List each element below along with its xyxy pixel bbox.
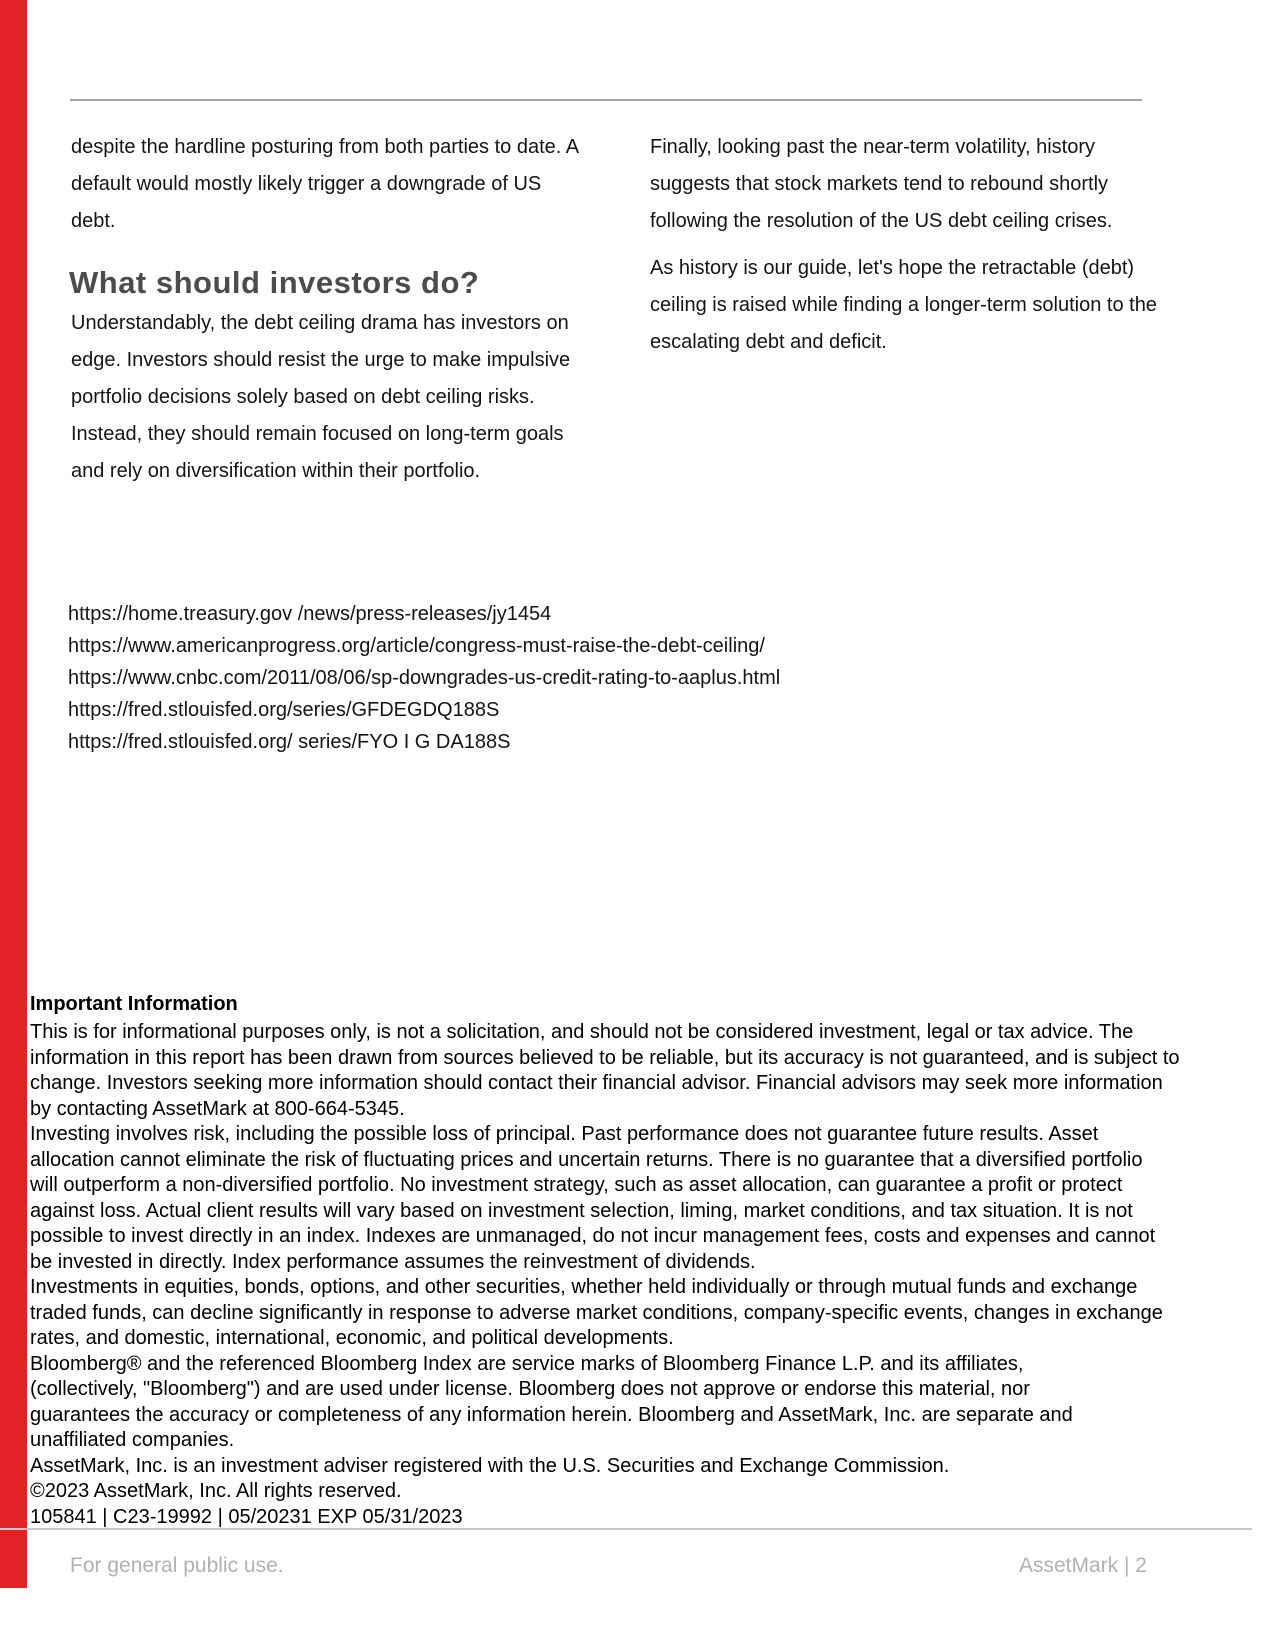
text-line: suggests that stock markets tend to rebound shortly — [650, 173, 1109, 195]
top-divider-rule — [70, 99, 1142, 101]
left-column-paragraph-1 — [71, 129, 616, 240]
text-line: Investments in equities, bonds, options, and other securities, whether held individually or through mutual funds and exchange — [30, 1276, 1138, 1298]
text-line: information in this report has been drawn from sources believed to be reliable, but its accuracy is not guaranteed, and is subject to — [30, 1046, 1180, 1069]
text-line: Understandably, the debt ceiling drama has investors on — [71, 312, 569, 334]
text-line: AssetMark, Inc. is an investment adviser registered with the U.S. Securities and Exchange Commission. — [30, 1454, 950, 1477]
text-line: traded funds, can decline significantly in response to adverse market conditions, company-specific events, changes in exchange — [30, 1301, 1163, 1324]
text-line: guarantees the accuracy or completeness of any information herein. Bloomberg and AssetMark, Inc. are separate and — [30, 1403, 1073, 1426]
text-line: Bloomberg® and the referenced Bloomberg Index are service marks of Bloomberg Finance L.P. and its affiliates, — [30, 1352, 1024, 1375]
text-line: unaffiliated companies. — [30, 1429, 235, 1451]
text-line: This is for informational purposes only, is not a solicitation, and should not be considered investment, legal or tax advice. The — [30, 1021, 1134, 1043]
text-line: ©2023 AssetMark, Inc. All rights reserved. — [30, 1480, 402, 1502]
text-line: portfolio decisions solely based on debt ceiling risks. — [71, 386, 535, 408]
text-line: escalating debt and deficit. — [650, 331, 887, 353]
text-line: Investing involves risk, including the possible loss of principal. Past performance does not guarantee future results. Asset — [30, 1123, 1099, 1145]
text-line: be invested in directly. Index performance assumes the reinvestment of dividends. — [30, 1250, 756, 1273]
left-column-paragraph-2 — [71, 305, 616, 490]
source-url-list — [68, 598, 888, 758]
source-link[interactable]: https://home.treasury.gov /news/press-releases/jy1454 — [68, 603, 552, 625]
text-line: Instead, they should remain focused on long-term goals — [71, 423, 564, 445]
footer-usage-note: For general public use. — [70, 1554, 284, 1577]
footer-divider-rule — [0, 1528, 1252, 1530]
section-heading: What should investors do? — [69, 265, 480, 300]
page-edge-accent-bar — [0, 0, 27, 1588]
text-line: despite the hardline posturing from both parties to date. A — [71, 136, 580, 158]
text-line: Finally, looking past the near-term volatility, history — [650, 136, 1095, 158]
text-line: by contacting AssetMark at 800-664-5345. — [30, 1097, 405, 1120]
text-line: debt. — [71, 210, 116, 232]
text-line: allocation cannot eliminate the risk of fluctuating prices and uncertain returns. There is no guarantee that a diversified portfolio — [30, 1148, 1143, 1171]
text-line: against loss. Actual client results will vary based on investment selection, liming, market conditions, and tax situation. It is not — [30, 1199, 1133, 1222]
right-column-paragraph-2 — [650, 250, 1170, 361]
text-line: rates, and domestic, international, economic, and political developments. — [30, 1327, 674, 1349]
text-line: edge. Investors should resist the urge to make impulsive — [71, 349, 571, 371]
source-link[interactable]: https://fred.stlouisfed.org/series/GFDEGDQ188S — [68, 699, 500, 721]
text-line: ceiling is raised while finding a longer-term solution to the — [650, 294, 1157, 316]
text-line: As history is our guide, let's hope the retractable (debt) — [650, 257, 1135, 279]
text-line: will outperform a non-diversified portfolio. No investment strategy, such as asset allocation, can guarantee a profit or protect — [30, 1174, 1123, 1196]
text-line: default would mostly likely trigger a downgrade of US — [71, 173, 542, 195]
source-link[interactable]: https://www.cnbc.com/2011/08/06/sp-downgrades-us-credit-rating-to-aaplus.html — [68, 667, 781, 689]
footer-brand-page-number: AssetMark | 2 — [1019, 1554, 1147, 1577]
source-link[interactable]: https://fred.stlouisfed.org/ series/FYO I G DA188S — [68, 731, 511, 753]
text-line: 105841 | C23-19992 | 05/20231 EXP 05/31/2023 — [30, 1505, 463, 1528]
important-information-heading: Important Information — [30, 993, 238, 1015]
right-column-paragraph-1 — [650, 129, 1170, 240]
text-line: (collectively, "Bloomberg") and are used under license. Bloomberg does not approve or endorse this material, nor — [30, 1378, 1030, 1400]
disclaimer-text — [30, 1020, 1260, 1530]
text-line: and rely on diversification within their portfolio. — [71, 460, 481, 482]
text-line: possible to invest directly in an index. Indexes are unmanaged, do not incur management fees, costs and expenses and cannot — [30, 1225, 1156, 1247]
source-link[interactable]: https://www.americanprogress.org/article/congress-must-raise-the-debt-ceiling/ — [68, 635, 765, 657]
text-line: following the resolution of the US debt ceiling crises. — [650, 210, 1113, 232]
text-line: change. Investors seeking more information should contact their financial advisor. Financial advisors may seek more information — [30, 1072, 1163, 1094]
